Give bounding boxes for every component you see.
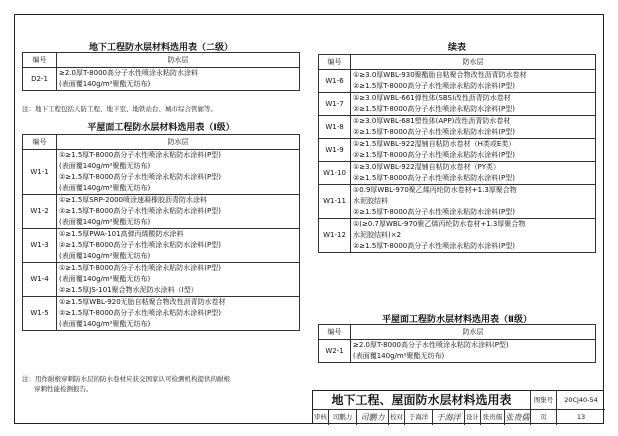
layer-line: (表面覆140g/m²聚酯无纺布) [59,275,151,283]
layer-line: ②≥1.5厚T-8000高分子水性喷涂永粘防水涂料(P型) [59,173,221,181]
row-code: W1-8 [319,116,351,139]
layer-line: ①≥3.0厚WBL-681塑性体(APP)改性沥青防水卷材 [353,117,511,125]
layer-line: ①≥1.5厚SRP-2000喷涂速凝橡胶沥青防水涂料 [59,196,207,204]
layer-line: ②≥1.5厚T-8000高分子水性喷涂永粘防水涂料(P型) [353,105,515,113]
layer-line: ①≥1.5厚WBL-922湿铺自粘防水卷材（H类或E类） [353,140,516,148]
reviewer-signature: 司鹏力 [357,410,389,425]
roof2-title: 平屋面工程防水层材料选用表（Ⅱ级） [382,315,532,325]
layer-line: (表面覆140g/m²聚酯无纺布) [353,352,445,360]
layer-header: 防水层 [57,53,300,68]
checker-signature: 于海洋 [433,410,465,425]
layer-line: ①≥3.0厚WBL-922湿铺自粘防水卷材（PY类） [353,163,501,171]
layer-line: ①≥1.5厚PWA-101高弹丙烯酸防水涂料 [59,230,184,238]
layer-line: ②≥1.5厚T-8000高分子水性喷涂永粘防水涂料(P型) [353,128,515,136]
table-row [23,150,300,195]
layer-line: ≥2.0厚T-8000高分子水性喷涂永粘防水涂料(P型) [353,341,509,349]
row-code: W1-1 [23,150,57,195]
row-layers [351,162,596,185]
layer-header: 防水层 [351,325,596,340]
table-row [319,162,596,185]
check-label: 校对 [389,410,405,425]
row-code: W1-9 [319,139,351,162]
table-row [23,263,300,297]
underground-table [22,52,300,91]
page-label: 页 [531,410,557,425]
underground-title: 地下工程防水层材料选用表（二级） [88,43,233,53]
roof1-note-line: 注：用作耐根穿刺防水层的防水卷材应获交国家认可检测机构提供的耐根 [22,375,230,383]
row-layers [57,297,300,331]
row-code: W2-1 [319,340,351,363]
review-label: 审核 [313,410,329,425]
layer-line: (表面覆140g/m²聚酯无纺布) [59,184,151,192]
layer-line: ①≥3.0厚WBL-930聚酯胎自粘聚合物改性沥青防水卷材 [353,71,527,79]
title-block [312,390,604,424]
row-layers [57,68,300,91]
row-layers [57,229,300,263]
row-code: W1-12 [319,219,351,253]
row-layers [351,93,596,116]
table-row [319,93,596,116]
underground-note: 注：地下工程包括人防工程、地下室、地铁站台、城市综合管廊等。 [22,105,217,113]
design-label: 设计 [465,410,481,425]
row-code: W1-5 [23,297,57,331]
code-header: 编号 [23,135,57,150]
layer-line: (表面覆140g/m²聚酯无纺布) [59,252,151,260]
layer-line: ①≥3.0厚WBL-661弹性体(SBS)改性沥青防水卷材 [353,94,511,102]
layer-line: ②≥1.5厚T-8000高分子水性喷涂永粘防水涂料(P型) [59,207,221,215]
row-code: W1-11 [319,185,351,219]
layer-line: ①0.9厚WBL-970聚乙烯丙纶防水卷材+1.3厚聚合物 [353,186,517,194]
row-code: W1-10 [319,162,351,185]
layer-line: ②≥1.5厚T-8000高分子水性喷涂永粘防水涂料(P型) [353,174,515,182]
layer-line: ①≥1.5厚T-8000高分子水性喷涂永粘防水涂料(P型) [59,264,221,272]
layer-line: ②≥1.5厚T-8000高分子水性喷涂永粘防水涂料(P型) [353,82,515,90]
designer-signature: 张贵儒 [505,410,531,425]
row-layers [351,219,596,253]
layer-line: ②≥1.5厚T-8000高分子水性喷涂永粘防水涂料(P型) [59,241,221,249]
layer-line: (表面覆140g/m²聚酯无纺布) [59,218,151,226]
layer-line: 水泥胶结料 [353,197,388,205]
row-layers [351,185,596,219]
row-code: W1-4 [23,263,57,297]
row-layers [351,70,596,93]
atlas-no: 20CJ40-54 [557,391,605,410]
row-code: D2-1 [23,68,57,91]
code-header: 编号 [319,325,351,340]
row-layers [351,340,596,363]
layer-line: ②≥1.5厚JS-101聚合物水泥防水涂料（Ⅰ型） [59,286,198,294]
continued-title: 续表 [447,43,466,53]
layer-line: ②≥1.5厚T-8000高分子水性喷涂永粘防水涂料(P型) [353,242,515,250]
row-code: W1-6 [319,70,351,93]
layer-line: 水泥胶结料)×2 [353,231,402,239]
layer-line: ①≥1.5厚T-8000高分子水性喷涂永粘防水涂料(P型) [59,151,221,159]
table-row [319,70,596,93]
row-layers [351,139,596,162]
row-layers [57,150,300,195]
row-layers [57,195,300,229]
layer-header: 防水层 [57,135,300,150]
atlas-no-label: 图集号 [531,391,557,410]
layer-line: ①(≥0.7厚WBL-970聚乙烯丙纶防水卷材+1.3厚聚合物 [353,220,526,228]
roof2-table [318,324,596,363]
layer-line: ①≥1.5厚WBL-920无胎自粘聚合物改性沥青防水卷材 [59,298,226,306]
table-row [23,195,300,229]
row-code: W1-3 [23,229,57,263]
row-layers [57,263,300,297]
table-row [23,229,300,263]
roof1-note-line: 穿刺性能检测报告。 [34,385,93,393]
table-row [23,68,300,91]
code-header: 编号 [23,53,57,68]
roof1-table [22,134,300,331]
table-row [319,340,596,363]
row-code: W1-7 [319,93,351,116]
layer-line: ≥2.0厚T-8000高分子水性喷涂永粘防水涂料 [59,69,198,77]
layer-line: ②≥1.5厚T-8000高分子水性喷涂永粘防水涂料(P型) [353,151,515,159]
layer-header: 防水层 [351,55,596,70]
layer-line: ②≥1.5厚T-8000高分子水性喷涂永粘防水涂料(P型) [353,208,515,216]
layer-line: (表面覆140g/m²聚酯无纺布) [59,80,151,88]
continued-table [318,54,596,253]
table-row [319,116,596,139]
table-row [319,185,596,219]
table-row [319,139,596,162]
row-code: W1-2 [23,195,57,229]
roof1-title: 平屋面工程防水层材料选用表（Ⅰ级） [87,123,235,133]
layer-line: (表面覆140g/m²聚酯无纺布) [59,320,151,328]
checker-name: 于海洋 [405,410,433,425]
table-row [319,219,596,253]
designer-name: 张贵儒 [481,410,505,425]
roof1-note [22,374,307,394]
table-row [23,297,300,331]
layer-line: ②≥1.5厚T-8000高分子水性喷涂永粘防水涂料(P型) [59,309,221,317]
layer-line: (表面覆140g/m²聚酯无纺布) [59,162,151,170]
row-layers [351,116,596,139]
drawing-title: 地下工程、屋面防水层材料选用表 [313,391,531,410]
page-number: 13 [576,413,586,421]
reviewer-name: 司鹏力 [329,410,357,425]
code-header: 编号 [319,55,351,70]
